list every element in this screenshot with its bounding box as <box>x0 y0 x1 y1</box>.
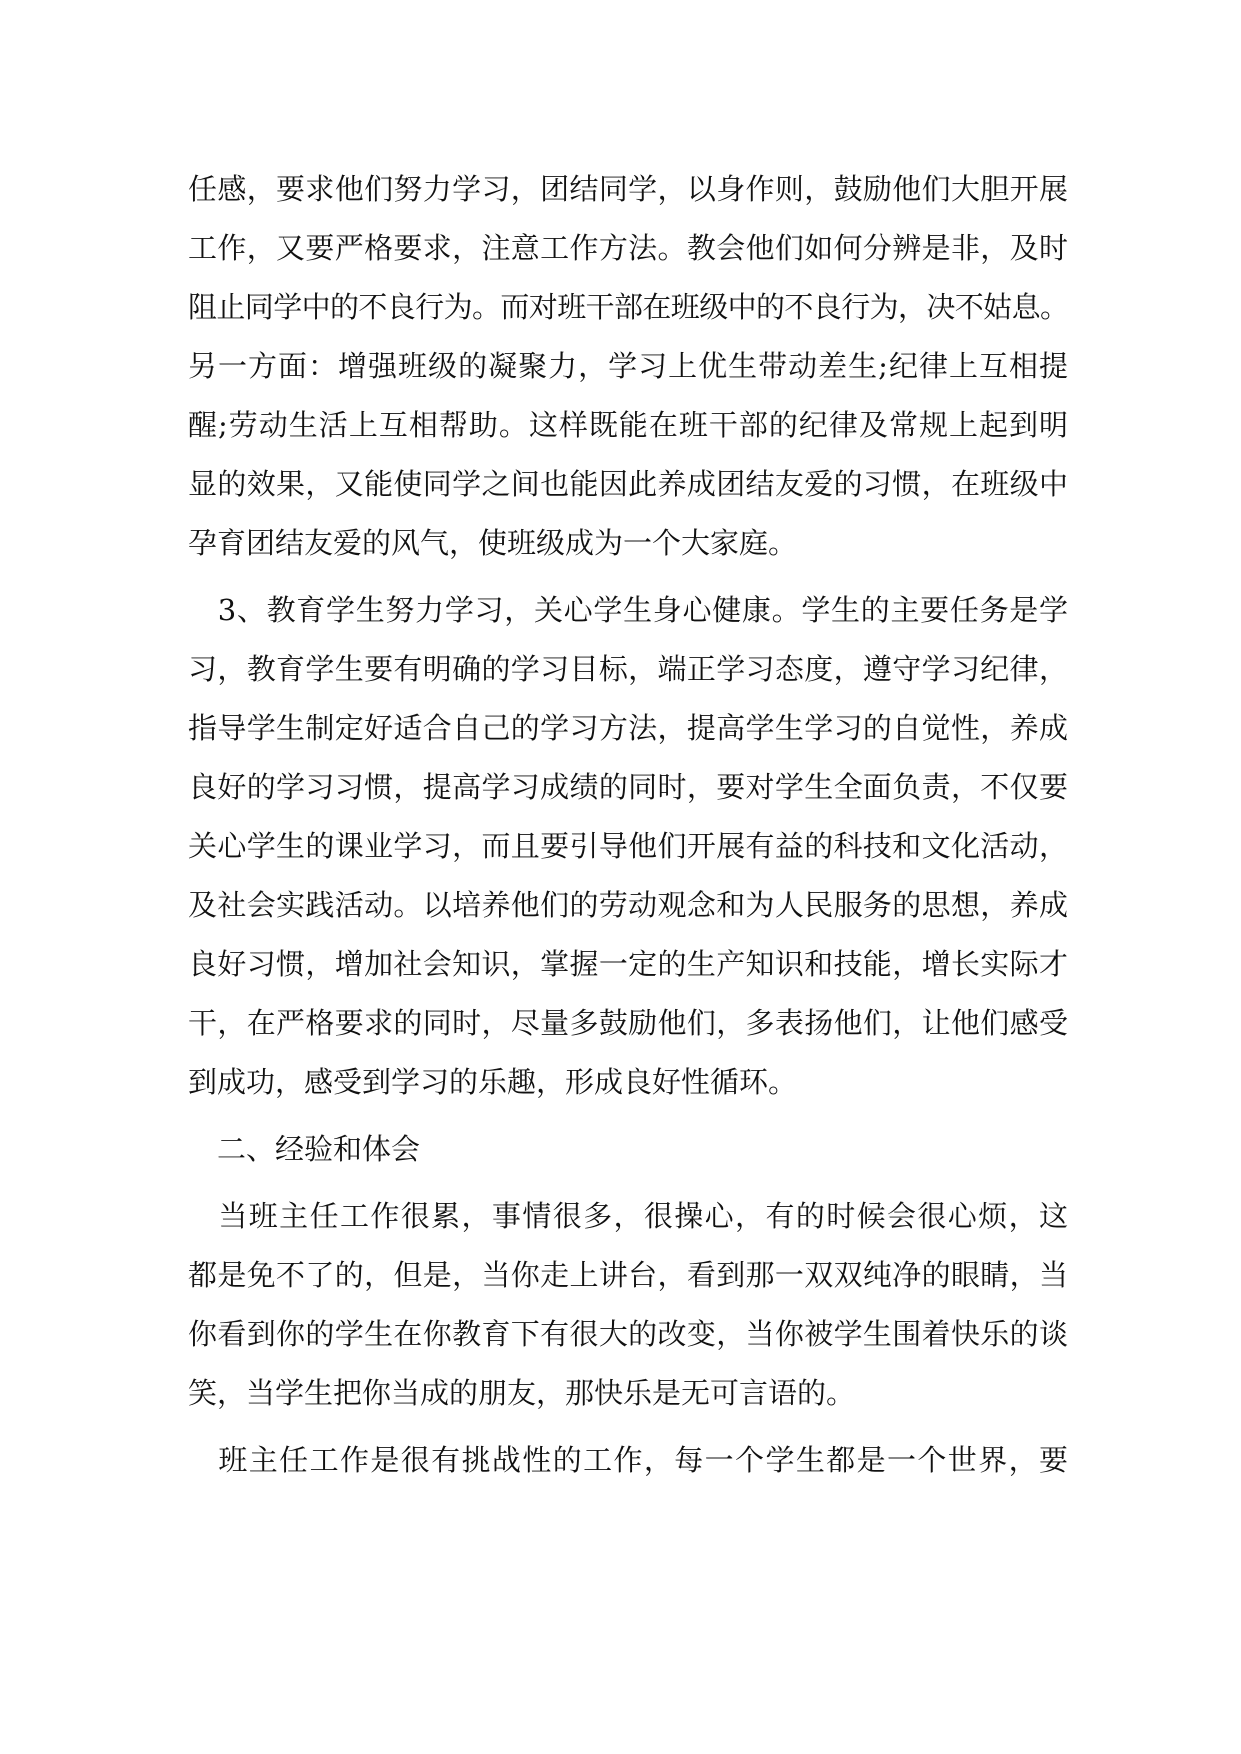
text-line: 显的效果，又能使同学之间也能因此养成团结友爱的习惯，在班级中 <box>188 467 1068 501</box>
text-line: 孕育团结友爱的风气，使班级成为一个大家庭。 <box>188 526 798 560</box>
text-line: 良好的学习习惯，提高学习成绩的同时，要对学生全面负责，不仅要 <box>188 770 1068 804</box>
text-line: 班主任工作是很有挑战性的工作，每一个学生都是一个世界，要 <box>188 1443 1068 1477</box>
text-line: 习，教育学生要有明确的学习目标，端正学习态度，遵守学习纪律， <box>188 652 1068 686</box>
text-line: 及社会实践活动。以培养他们的劳动观念和为人民服务的思想，养成 <box>188 888 1068 922</box>
text-line: 阻止同学中的不良行为。而对班干部在班级中的不良行为，决不姑息。 <box>188 290 1068 324</box>
text-line: 笑，当学生把你当成的朋友，那快乐是无可言语的。 <box>188 1376 856 1410</box>
text-line: 都是免不了的，但是，当你走上讲台，看到那一双双纯净的眼睛，当 <box>188 1258 1068 1292</box>
text-line: 指导学生制定好适合自己的学习方法，提高学生学习的自觉性，养成 <box>188 711 1068 745</box>
text-line: 干，在严格要求的同时，尽量多鼓励他们，多表扬他们，让他们感受 <box>188 1006 1068 1040</box>
text-line: 醒;劳动生活上互相帮助。这样既能在班干部的纪律及常规上起到明 <box>188 408 1068 442</box>
text-line: 你看到你的学生在你教育下有很大的改变，当你被学生围着快乐的谈 <box>188 1317 1068 1351</box>
text-line: 良好习惯，增加社会知识，掌握一定的生产知识和技能，增长实际才 <box>188 947 1068 981</box>
text-line: 工作，又要严格要求，注意工作方法。教会他们如何分辨是非，及时 <box>188 231 1068 265</box>
text-line: 当班主任工作很累，事情很多，很操心，有的时候会很心烦，这 <box>188 1199 1068 1233</box>
text-line: 任感，要求他们努力学习，团结同学，以身作则，鼓励他们大胆开展 <box>188 172 1068 206</box>
section-heading: 二、经验和体会 <box>188 1132 421 1166</box>
text-line: 3、教育学生努力学习，关心学生身心健康。学生的主要任务是学 <box>188 593 1068 627</box>
text-line: 另一方面：增强班级的凝聚力，学习上优生带动差生;纪律上互相提 <box>188 349 1068 383</box>
body-text <box>188 160 1068 1490</box>
text-line: 到成功，感受到学习的乐趣，形成良好性循环。 <box>188 1065 798 1099</box>
text-line: 关心学生的课业学习，而且要引导他们开展有益的科技和文化活动， <box>188 829 1068 863</box>
